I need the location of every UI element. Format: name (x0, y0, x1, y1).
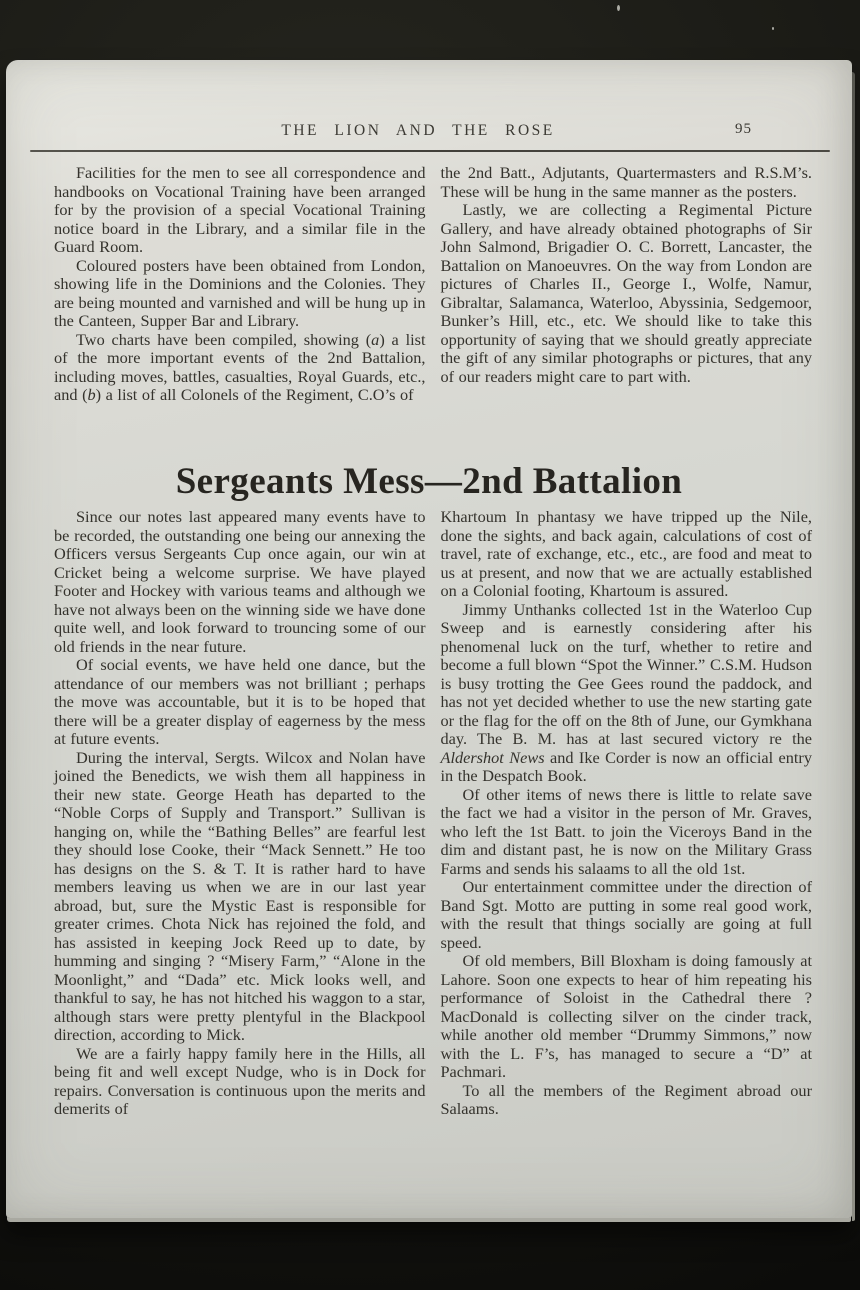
page-number: 95 (735, 121, 752, 137)
paragraph: We are a fairly happy family here in the Hills, all being fit and well except Nudge, who is in Dock for repairs. Conversation is continuous upon the merits and demerits of (54, 1043, 426, 1118)
paragraph: Of other items of news there is little to relate save the fact we had a visitor in the person of Mr. Graves, who left the 1st Batt. to join the Viceroys Band in the dim and distant past, he is now on the Military Grass Farms and sends his salaams to all the old 1st. (440, 784, 812, 878)
paragraph: Of old members, Bill Bloxham is doing famously at Lahore. Soon one expects to hear of him repeating his performance of Soloist in the Cathedral there ? MacDonald is collecting silver on the cinder track, while another old member “Drummy Simmons,” now with the L. F’s, has managed to secure a “D” at Pachmari. (440, 951, 812, 1081)
dust-speck (617, 5, 620, 11)
paragraph: Of social events, we have held one dance, but the attendance of our members was not brilliant ; perhaps the move was accountable, but it is to be hoped that there will be a greater display of eagerness by the mess at future events. (54, 655, 426, 748)
paragraph: Khartoum In phantasy we have tripped up the Nile, done the sights, and back again, calculations of cost of travel, rate of exchange, etc., etc., are food and meat to us at present, and now that we are actually established on a Colonial footing, Khartoum is assured. (440, 507, 812, 600)
paragraph: Our entertainment committee under the direction of Band Sgt. Motto are putting in some real good work, with the result that things socially are going at full speed. (440, 877, 812, 952)
paragraph: Since our notes last appeared many events have to be recorded, the outstanding one being our annexing the Officers versus Sergeants Cup once again, our win at Cricket being a welcome surprise. We have played Footer and Hockey with various teams and although we have not always been on the winning side we have done quite well, and look forward to trouncing some of our old friends in the near future. (54, 507, 426, 656)
top-article-left-column (54, 164, 426, 460)
header-rule (30, 150, 830, 152)
article-left-column (54, 508, 426, 1119)
paragraph: Coloured posters have been obtained from London, showing life in the Dominions and the Colonies. They are being mounted and varnished and will be hung up in the Canteen, Supper Bar and Library. (54, 255, 426, 330)
top-article-right-column (441, 164, 813, 460)
article-right-column (441, 508, 813, 1119)
paragraph: To all the members of the Regiment abroad our Salaams. (440, 1080, 812, 1118)
paragraph: Jimmy Unthanks collected 1st in the Waterloo Cup Sweep and is earnestly considering after his phenomenal luck on the turf, whether to retire and become a full blown “Spot the Winner.” C.S.M. Hudson is busy trotting the Gee Gees round the paddock, and has not yet decided whether to use the new starting gate or the flag for the off on the 8th of June, our Gymkhana day. The B. M. has at last secured victory re the Aldershot News and Ike Corder is now an official entry in the Despatch Book. (440, 599, 812, 785)
paragraph: Lastly, we are collecting a Regimental Picture Gallery, and have already obtained photographs of Sir John Salmond, Brigadier O. C. Borrett, Lancaster, the Battalion on Manoeuvres. On the way from London are pictures of Charles II., George I., Wolfe, Namur, Gibraltar, Salamanca, Waterloo, Abyssinia, Sedgemoor, Bunker’s Hill, etc., etc. We should like to take this opportunity of saying that we should greatly appreciate the gift of any similar photographs or pictures, that any of our readers might care to part with. (440, 200, 812, 386)
paragraph: the 2nd Batt., Adjutants, Quartermasters and R.S.M’s. These will be hung in the same manner as the posters. (440, 163, 812, 201)
sergeants-mess-article (6, 508, 852, 1119)
section-heading: Sergeants Mess—2nd Battalion (175, 461, 683, 502)
paragraph: Two charts have been compiled, showing (a) a list of the more important events of the 2nd Battalion, including moves, battles, casualties, Royal Guards, etc., and (b) a list of all Colonels of the Regiment, C.O’s of (54, 329, 426, 404)
paragraph: Facilities for the men to see all correspondence and handbooks on Vocational Training have been arranged for by the provision of a special Vocational Training notice board in the Library, and a similar file in the Guard Room. (54, 163, 426, 256)
journal-title: THE LION AND THE ROSE (281, 122, 555, 139)
book-page (6, 60, 852, 1218)
top-article (6, 164, 852, 460)
dust-speck (772, 27, 774, 30)
paragraph: During the interval, Sergts. Wilcox and Nolan have joined the Benedicts, we wish them all happiness in their new state. George Heath has departed to the “Noble Corps of Supply and Transport.” Sullivan is hanging on, while the “Bathing Belles” are fearful lest they should lose Cooke, their “Mack Sennett.” He too has designs on the S. & T. It is rather hard to have members leaving us when we are in our last year abroad, but, sure the Mystic East is responsible for greater crimes. Chota Nick has rejoined the fold, and has assisted in keeping Jock Reed up to date, by humming and singing ? “Misery Farm,” “Alone in the Moonlight,” and “Dada” etc. Mick looks well, and thankful to say, he has not hitched his waggon to a star, although stars were pretty plentyful in the Blackpool direction, according to Mick. (54, 747, 426, 1044)
